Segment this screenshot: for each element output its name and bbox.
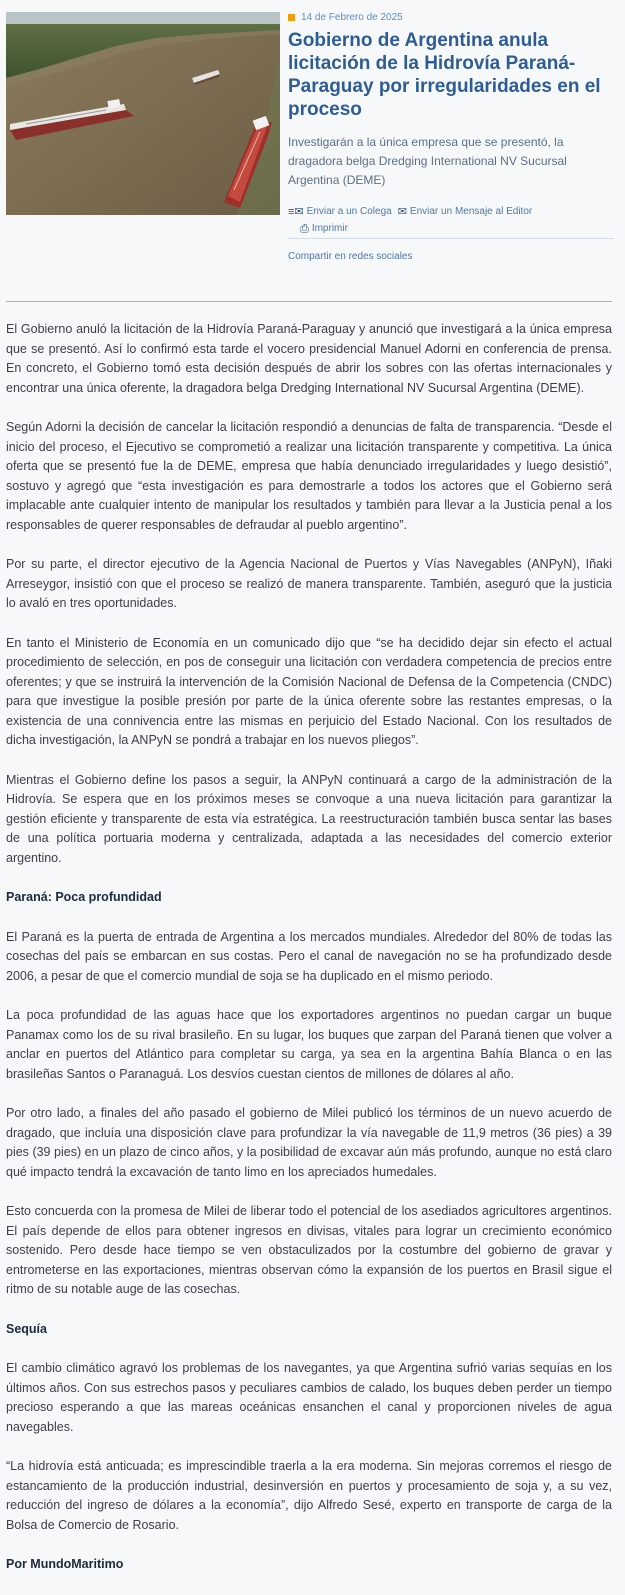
paragraph: Por su parte, el director ejecutivo de la Agencia Nacional de Puertos y Vías Navegables (ANPyN), Iñaki Arreseygor, insistió con que el proceso se realizó de manera transparente. También, aseguró que la justicia lo avaló en tres oportunidades. <box>6 557 612 610</box>
print-link[interactable] <box>300 223 348 234</box>
section-heading: Paraná: Poca profundidad <box>6 890 162 904</box>
publish-date: 14 de Febrero de 2025 <box>301 12 403 23</box>
article-body <box>6 320 612 1595</box>
section-heading: Sequía <box>6 1321 47 1336</box>
tools-divider <box>288 238 614 239</box>
paragraph: Por otro lado, a finales del año pasado el gobierno de Milei publicó los términos de un nuevo acuerdo de dragado, que incluía una disposición clave para profundizar la vía navegable de 11,9 metros (36 pies) a 39 pies (39 pies) en un plazo de cinco años, y la posibilidad de excavar aún más profundo, aunque no está claro qué impacto tendrá la excavación de tanto limo en los apreciados humedales. <box>6 1106 612 1179</box>
paragraph: Mientras el Gobierno define los pasos a seguir, la ANPyN continuará a cargo de la administración de la Hidrovía. Se espera que en los próximos meses se convoque a una nueva licitación para garantizar la gestión eficiente y transparente de esta vía estratégica. La reestructuración también busca sentar las bases de una política portuaria moderna y centralizada, adaptada a las necesidades del comercio exterior argentino. <box>6 772 612 865</box>
print-label: Imprimir <box>311 223 348 234</box>
envelope-icon: ✉ <box>397 205 407 218</box>
paragraph: Esto concuerda con la promesa de Milei de liberar todo el potencial de los asediados agricultores argentinos. El país depende de ellos para obtener ingresos en divisas, vitales para lograr un crecimiento económico sostenido. Pero desde hace tiempo se ven obstaculizados por la costumbre del gobierno de gravar y entrometerse en las exportaciones, mientras observan cómo la expansión de los puertos en Brasil sigue el ritmo de su notable auge de las cosechas. <box>6 1204 612 1296</box>
paragraph: “La hidrovía está anticuada; es imprescindible traerla a la era moderna. Sin mejoras corremos el riesgo de estancamiento de la producción industrial, desinversión en puertos y procesamiento de soja y, a su vez, reducción del ingreso de dólares a la economía”, dijo Alfredo Sesé, experto en transporte de carga de la Bolsa de Comercio de Rosario. <box>6 1459 612 1532</box>
paragraph: El cambio climático agravó los problemas de los navegantes, ya que Argentina sufrió varias sequías en los últimos años. Con sus estrechos pasos y peculiares cambios de calado, los buques deben perder un tiempo precioso esperando a que las mareas oceánicas ensanchen el canal y proporcionen niveles de agua navegables. <box>6 1361 612 1434</box>
article-tools <box>288 206 614 239</box>
paragraph: La poca profundidad de las aguas hace que los exportadores argentinos no puedan cargar un buque Panamax como los de su rival brasileño. En su lugar, los buques que zarpan del Paraná tienen que volver a anclar en puertos del Atlántico para completar su carga, ya sea en la argentina Bahía Blanca o en las brasileñas Santos o Paranaguá. Los desvíos cuestan cientos de millones de dólares al año. <box>6 1008 612 1081</box>
send-to-editor-link[interactable] <box>398 206 533 217</box>
printer-icon: ⎙ <box>300 222 309 235</box>
paragraph: En tanto el Ministerio de Economía en un comunicado dijo que “se ha decidido dejar sin efecto el actual procedimiento de selección, en pos de conseguir una licitación con verdadera competencia de precios entre oferentes; y que se instruirá la intervención de la Comisión Nacional de Defensa de la Competencia (CNDC) para que investigue la posible presión por parte de la única oferente sobre las restantes empresas, o la existencia de una connivencia entre las mismas en perjuicio del Estado Nacional. Con los resultados de dicha investigación, la ANPyN se pondrá a trabajar en los nuevos pliegos”. <box>6 635 612 747</box>
paragraph: Según Adorni la decisión de cancelar la licitación respondió a denuncias de falta de transparencia. “Desde el inicio del proceso, el Ejecutivo se comprometió a realizar una licitación transparente y competitiva. La única oferta que se presentó fue la de DEME, empresa que había denunciado irregularidades y luego desistió”, sostuvo y agregó que “esta investigación es para demostrarle a todos los actores que el Gobierno será implacable ante cualquier intento de manipular los resultados y también para llevar a la Justicia penal a los responsables de querer responsables de defraudar al pueblo argentino”. <box>6 420 612 532</box>
river-ships-image <box>6 12 280 215</box>
article-subtitle: Investigarán a la única empresa que se presentó, la dragadora belga Dredging International NV Sucursal Argentina (DEME) <box>288 135 567 187</box>
article-header <box>288 12 614 262</box>
byline: Por MundoMaritimo <box>6 1557 124 1571</box>
envelope-list-icon: ≡✉ <box>288 205 304 218</box>
section-divider <box>6 301 612 302</box>
send-to-editor-label: Enviar un Mensaje al Editor <box>409 206 533 217</box>
send-to-colleague-link[interactable] <box>288 206 392 217</box>
paragraph: El Gobierno anuló la licitación de la Hidrovía Paraná-Paraguay y anunció que investigará a la única empresa que se presentó. Así lo confirmó esta tarde el vocero presidencial Manuel Adorni en conferencia de prensa. En concreto, el Gobierno tomó esta decisión después de abrir los sobres con las ofertas internacionales y encontrar una única oferente, la dragadora belga Dredging International NV Sucursal Argentina (DEME). <box>6 322 612 395</box>
share-social-link[interactable]: Compartir en redes sociales <box>288 251 413 262</box>
date-row <box>288 12 614 23</box>
paragraph: El Paraná es la puerta de entrada de Argentina a los mercados mundiales. Alrededor del 80% de todas las cosechas del país se embarcan en sus costas. Pero el canal de navegación no se ha profundizado desde 2006, a pesar de que el comercio mundial de soja se ha duplicado en el mismo periodo. <box>6 929 612 983</box>
square-bullet-icon <box>288 14 295 21</box>
article-title: Gobierno de Argentina anula licitación de la Hidrovía Paraná-Paraguay por irregularidades en el proceso <box>288 30 601 120</box>
article-photo <box>6 12 280 215</box>
send-to-colleague-label: Enviar a un Colega <box>306 206 392 217</box>
